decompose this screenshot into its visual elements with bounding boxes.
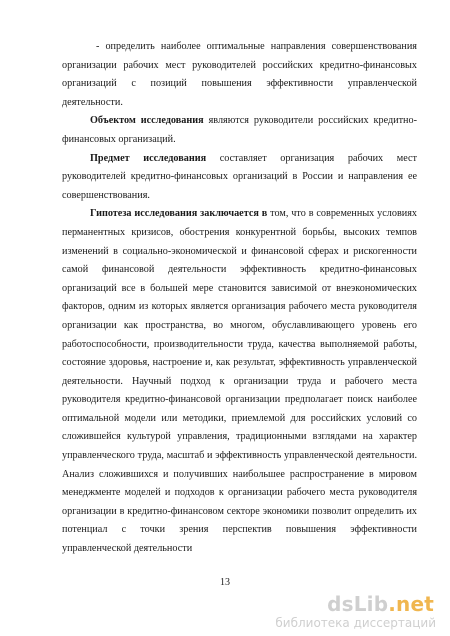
watermark-logo (275, 592, 440, 632)
watermark-part-net: .net (388, 592, 434, 616)
subject-text: составляет организация рабочих мест руководителей кредитно-финансовых организаций в России и направления ее совершенствования. (62, 152, 417, 201)
watermark-part-ds: ds (327, 592, 354, 616)
paragraph-hypothesis (62, 205, 417, 558)
hypothesis-term: Гипотеза исследования заключается в (90, 208, 268, 220)
object-term: Объектом исследования (90, 115, 204, 127)
watermark-subtitle: библиотека диссертаций (275, 616, 436, 630)
subject-term: Предмет исследования (90, 152, 207, 164)
paragraph-goal: - определить наиболее оптимальные направления совершенствования организации рабочих мест руководителей российских кредитно-финансовых организаций с позиций повышения эффективности управленческой деятельности. (62, 41, 417, 108)
object-text: являются руководители российских кредитно-финансовых организаций. (62, 115, 417, 145)
hypothesis-text: том, что в современных условиях перманентных кризисов, обострения конкурентной борьбы, высоких темпов изменений в социально-экономической и финансовой сферах и рискогенности самой финансовой деятельности эффективность кредитно-финансовых организаций все в большей мере становится зависимой от внеэкономических факторов, одним из которых является организация рабочего места руководителя организации как пространства, во многом, обуславливающего уровень его работоспособности, производительности труда, качества выполняемой работы, состояние здоровья, настроение и, как результат, эффективность управленческой деятельности. Научный подход к организации труда и рабочего места руководителя кредитно-финансовой организации предполагает поиск наиболее оптимальной модели или методики, приемлемой для российских условий со сложившейся культурой управления, традиционными взглядами на характер управленческого труда, масштаб и эффективность управленческой деятельности. Анализ сложившихся и получивших наибольшее распространение в мировом менеджменте моделей и подходов к организации рабочего места руководителя организации в кредитно-финансовом секторе экономики позволит определить их потенциал с точки зрения перспектив повышения эффективности управленческой деятельности (62, 208, 418, 555)
paragraph-subject (62, 150, 417, 206)
page-number: 13 (220, 577, 230, 588)
paragraph-object (62, 112, 417, 149)
document-page (62, 38, 417, 559)
watermark-part-lib: Lib (353, 592, 389, 616)
watermark-title (327, 592, 434, 616)
